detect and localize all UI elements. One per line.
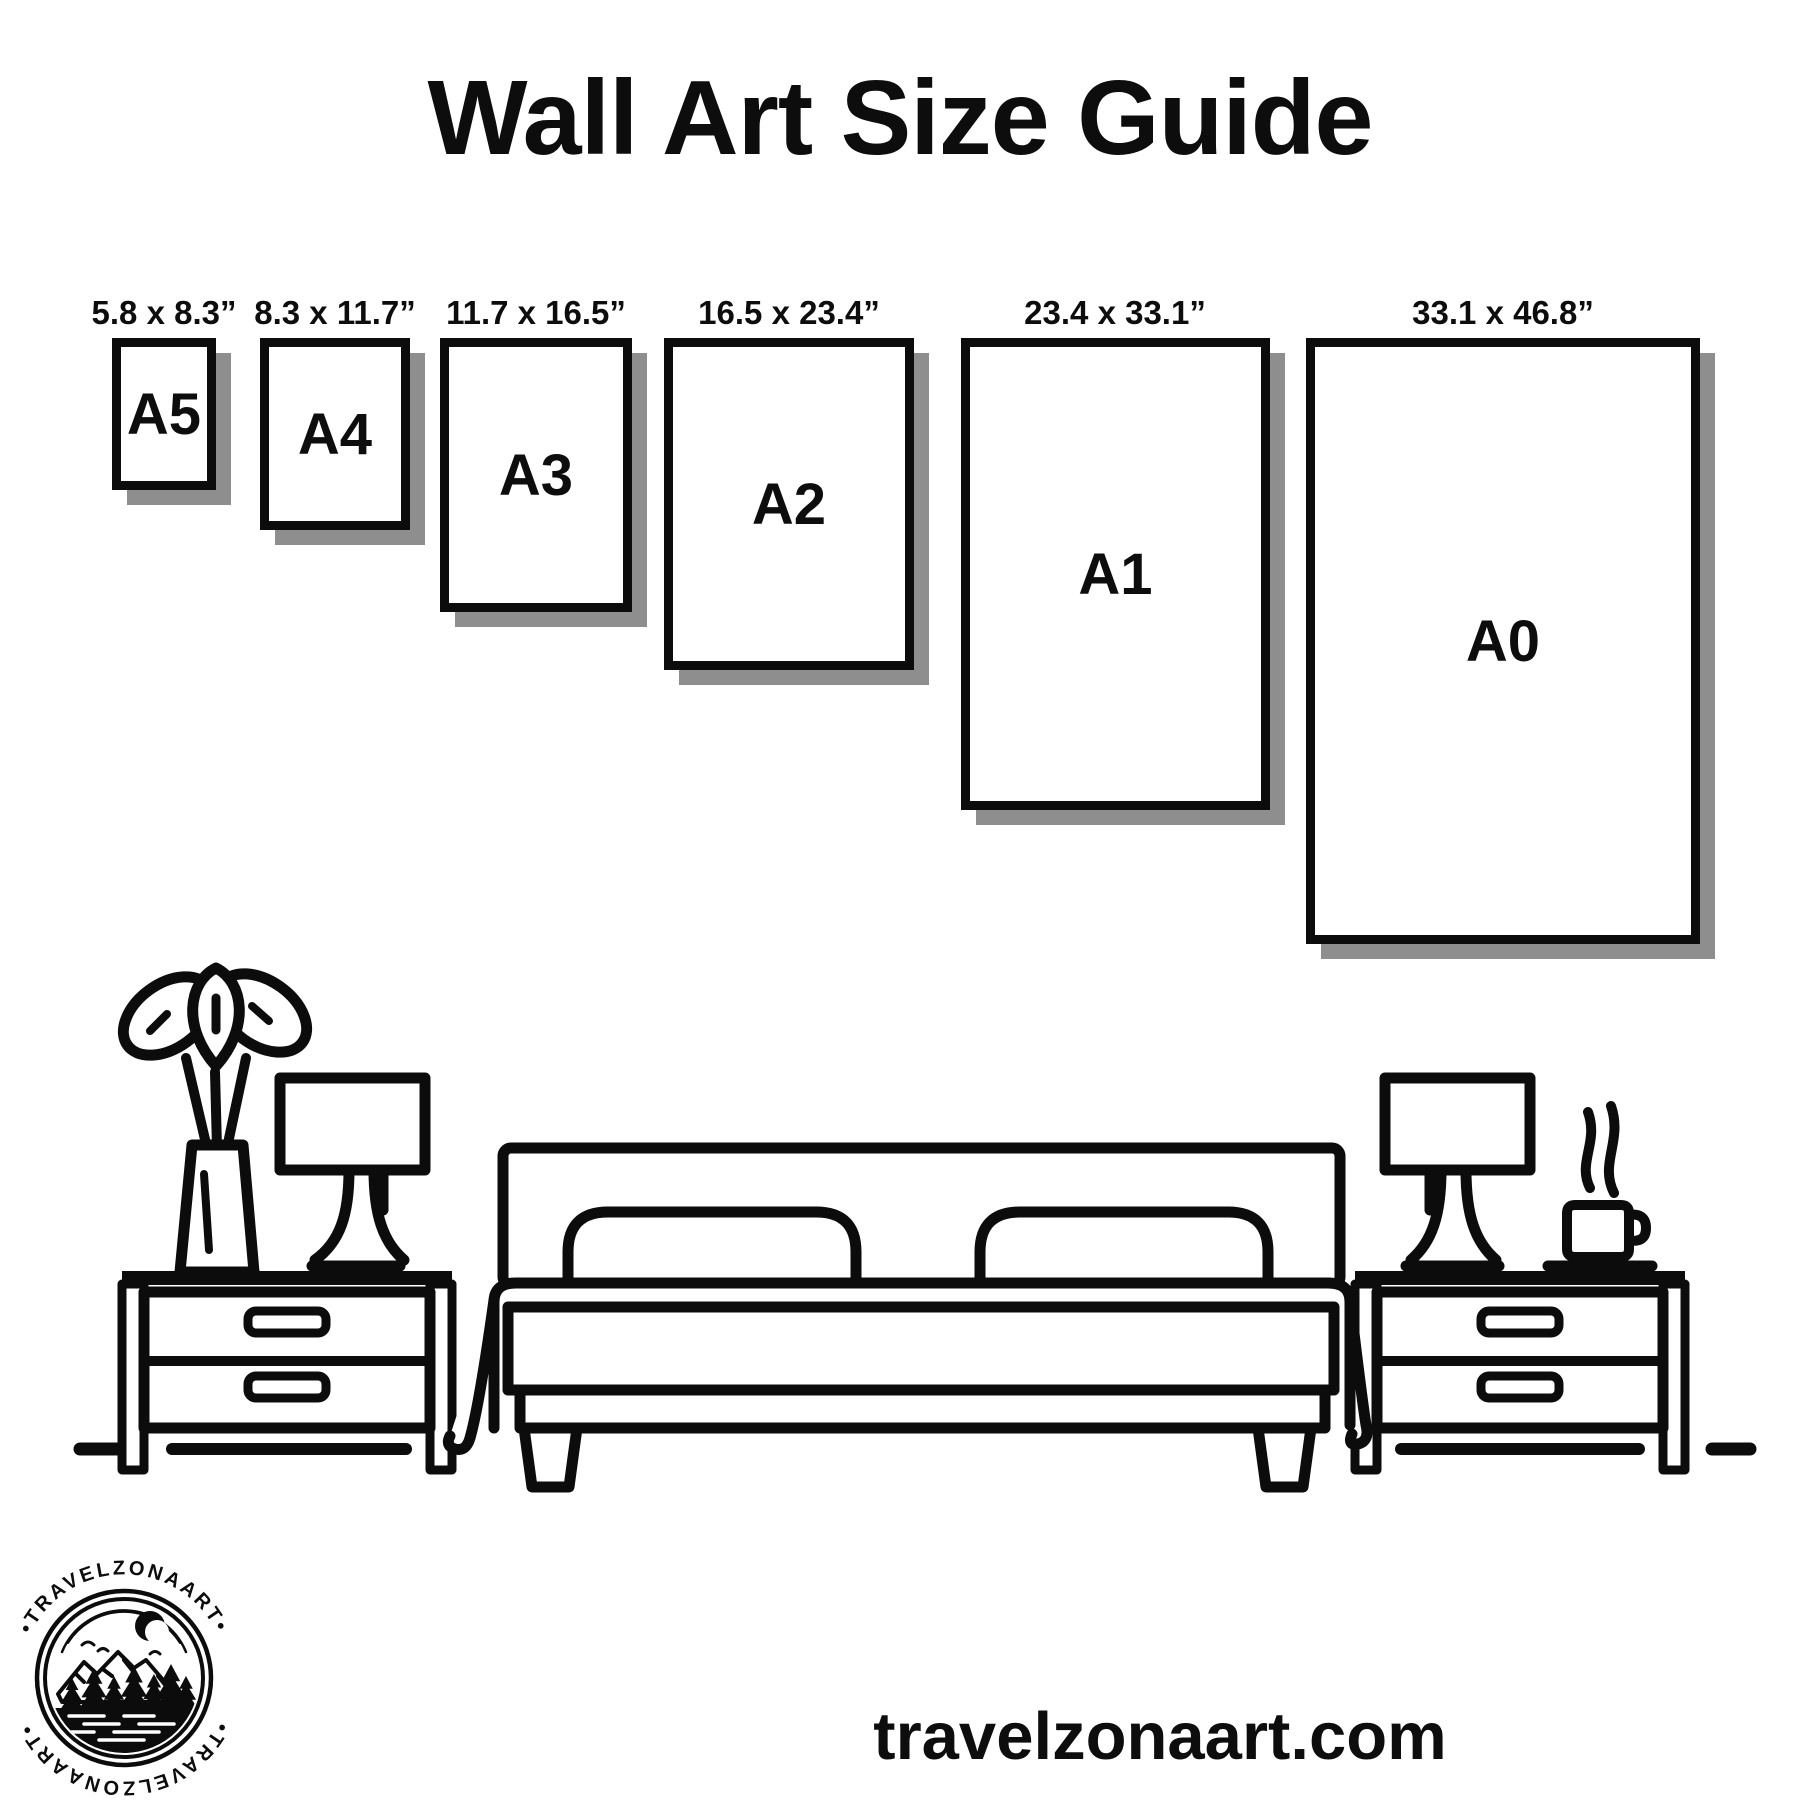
website-url: travelzonaart.com [873, 1699, 1447, 1774]
frame-code-a2: A2 [751, 471, 827, 537]
size-label-a3: 11.7 x 16.5” [446, 294, 626, 331]
vase [180, 1145, 254, 1272]
size-label-a2: 16.5 x 23.4” [698, 294, 880, 331]
poster-frame-a1 [961, 338, 1270, 810]
steam [1586, 1112, 1591, 1188]
drawer-handle-icon [248, 1311, 326, 1333]
poster-frame-a4 [260, 338, 410, 530]
poster-frame-a0 [1306, 338, 1700, 944]
steam [1609, 1106, 1615, 1193]
moon-icon [135, 1611, 169, 1644]
drawer-handle-icon [1481, 1376, 1559, 1398]
cup-body [1567, 1205, 1629, 1257]
logo-arc-bottom-text: •TRAVELZONAART• [15, 1719, 233, 1799]
bed-leg-left [524, 1428, 577, 1487]
vase-accent [204, 1174, 209, 1250]
bedroom-scene [0, 940, 1800, 1500]
brand-logo [8, 1556, 240, 1800]
plant-stem [186, 1058, 207, 1148]
drawer-handle-icon [1481, 1311, 1559, 1333]
water-icon [48, 1708, 200, 1758]
frame-code-a4: A4 [297, 401, 373, 467]
frame-code-a1: A1 [1078, 541, 1153, 607]
size-label-a5: 5.8 x 8.3” [91, 294, 237, 331]
bed-leg-right [1258, 1428, 1311, 1487]
size-label-a1: 23.4 x 33.1” [1024, 294, 1206, 331]
poster-frame-a5 [112, 338, 216, 490]
plant-stem [215, 1072, 217, 1148]
lamp-stem [315, 1170, 349, 1260]
pillow-right [980, 1212, 1268, 1285]
frame-code-a3: A3 [498, 442, 574, 508]
table-lamp-left-icon [280, 1078, 425, 1266]
double-bed-icon [448, 1148, 1367, 1487]
bed-base [520, 1390, 1325, 1428]
logo-arc-top-text: •TRAVELZONAART• [15, 1557, 233, 1637]
plant-stem [227, 1058, 246, 1148]
nightstand-left-icon [122, 1278, 452, 1470]
pillow-left [568, 1212, 856, 1285]
drawer-handle-icon [248, 1376, 326, 1398]
frame-code-a5: A5 [126, 381, 202, 447]
size-label-a4: 8.3 x 11.7” [254, 294, 416, 331]
lamp-shade [1385, 1078, 1530, 1170]
poster-frame-a2 [664, 338, 914, 670]
duvet [508, 1307, 1334, 1390]
page-title: Wall Art Size Guide [427, 59, 1373, 177]
size-label-a0: 33.1 x 46.8” [1412, 294, 1594, 331]
nightstand-right-icon [1355, 1278, 1685, 1470]
table-lamp-right-icon [1385, 1078, 1530, 1266]
lamp-stem [1466, 1170, 1496, 1260]
lamp-shade [280, 1078, 425, 1170]
coffee-cup-icon [1548, 1106, 1652, 1266]
frame-code-a0: A0 [1465, 608, 1541, 674]
poster-frame-a3 [440, 338, 632, 612]
